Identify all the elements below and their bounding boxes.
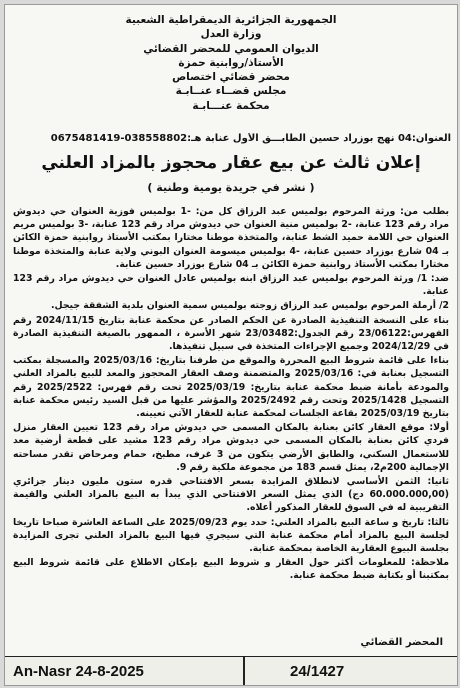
newspaper-date: An-Nasr 24-8-2025 — [13, 663, 144, 680]
republic-line: الجمهورية الجزائرية الديمقراطية الشعبية — [125, 14, 337, 26]
signature: المحضر القضائي — [360, 637, 443, 648]
notice-title: إعلان ثالث عن بيع عقار محجوز بالمزاد العلني — [41, 153, 421, 173]
defendant-paragraph-2: 2/ أرملة المرحوم بولميس عبد الرزاق زوجته بولميس سمية العنوان بلدية الشفقة جيجل. — [51, 300, 449, 312]
defendant-paragraph-1: ضد: 1/ ورثة المرحوم بولميس عبد الرزاق ابنه بولميس عادل العنوان حي ديدوش مراد رقم 123 عنابة. — [13, 273, 449, 298]
price-paragraph: ثانيا: الثمن الأساسي لانطلاق المزايدة بسعر الافتتاحي قدره ستون مليون دينار جزائري (60.000.000,00 دج) الذي يمثل السعر الافتتاحي الذي يبدأ به البيع بالمزاد العلني والقيمة التقريبية له في السوق للعقار المذكور أعلاه. — [13, 476, 449, 514]
office-line: الديوان العمومي للمحضر القضائي — [143, 42, 319, 55]
ministry-line: وزارة العدل — [200, 28, 262, 41]
reference-number: 24/1427 — [290, 663, 345, 680]
legal-notice-page — [4, 4, 458, 686]
bailiff-name: الأستاذ/روابنية حمزة — [178, 56, 284, 69]
council-line: مجلس قضــاء عنــابـة — [175, 85, 287, 98]
competence-line: محضر قضائي اختصاص — [172, 71, 290, 84]
notice-body — [13, 205, 449, 635]
property-paragraph: أولا: موقع العقار كائن بعنابة بالمكان المسمى حي ديدوش مراد رقم 123 تعيين العقار منزل فردي كائن بعنابة بالمكان المسمى حي ديدوش مراد رقم 123 مشيد على قطعة أرضية معد للاستعمال السكني، والطابق الأرضي يتكون من 3 غرف، مطبخ، حمام ومرحاض تقدر مساحته الإجمالية 200م2، يمثل قسم 183 من مجموعة ملكية رقم 9. — [13, 422, 449, 473]
notice-subtitle: ( نشر في جريدة يومية وطنية ) — [147, 181, 315, 194]
requester-paragraph: بطلب من: ورثة المرحوم بولميس عبد الرزاق كل من: -1 بولميس فوزية العنوان حي ديدوش مراد رقم 123 عنابة، -2 بولميس منية العنوان حي ديدوش مراد رقم 123 عنابة، -3 بولميس مريم العنوان حي اللامة حميد الشط عنابة، والمتخذة موطنا مختارا بمكتب الأستاذ روابنية حمزة الكائن بـ 04 شارع بوزراد حسين عنابة، -4 بولميس ميسومة العنوان البوني ولاية عنابة والمتخذة موطنا مختارا بمكتب الأستاذ روابنية حمزة الكائن بـ 04 شارع بوزراد حسين عنابة. — [13, 206, 449, 270]
notice-header — [5, 13, 457, 113]
judgment-paragraph: بناء على النسخة التنفيذية الصادرة عن الحكم الصادر عن محكمة عنابة بتاريخ 2024/11/15 رقم الفهرس:23/06122 رقم الجدول:23/03482 شهر الأسرة ، الممهور بالصيغة التنفيذية الصادرة في 2024/12/29 وجميع الإجراءات المتخذة في سبيل تنفيذها. — [13, 314, 449, 353]
newspaper-footer — [5, 656, 457, 685]
note-paragraph: ملاحظة: للمعلومات أكثر حول العقار و شروط البيع بإمكان الاطلاع على قائمة شروط البيع بمكتبنا أو بكتابة ضبط محكمة عنابة. — [13, 557, 449, 582]
conditions-paragraph: بناءا على قائمة شروط البيع المحررة والموقع من طرفنا بتاريخ: 2025/03/16 والمسجلة بمكتب التسجيل بعنابة في: 2025/03/16 والمتضمنة وصف العقار المحجوز والمعد للبيع بالمزاد العلني والمودعة بأمانة ضبط محكمة عنابة بتاريخ: 2025/03/19 تحت رقم فهرس: 2025/2522 رقم التسجيل 2025/1428 وتحت رقم 2025/2492 والمؤشر عليها من قبل السيد رئيس محكمة عنابة بتاريخ 2025/03/19 بقاعة الجلسات لمحكمة عنابة للعقار الآتي تعيينه. — [13, 355, 449, 420]
office-address: العنوان:04 نهج بوزراد حسين الطابـــق الأول عنابة هـ:038558802-0675481419 — [50, 133, 451, 144]
auction-date-paragraph: ثالثا: تاريخ و ساعة البيع بالمزاد العلني: حدد يوم 2025/09/23 على الساعة العاشرة صباحا تاريخا لجلسة البيع بالمزاد أمام محكمة عنابة التي سيجري فيها البيع بالمزاد العلني تجرى المزايدة بجلسة البيوع العقارية الخاصة بمحكمة عنابة. — [13, 516, 449, 555]
court-line: محكمة عنـــابـة — [192, 99, 270, 112]
footer-divider — [243, 657, 245, 685]
